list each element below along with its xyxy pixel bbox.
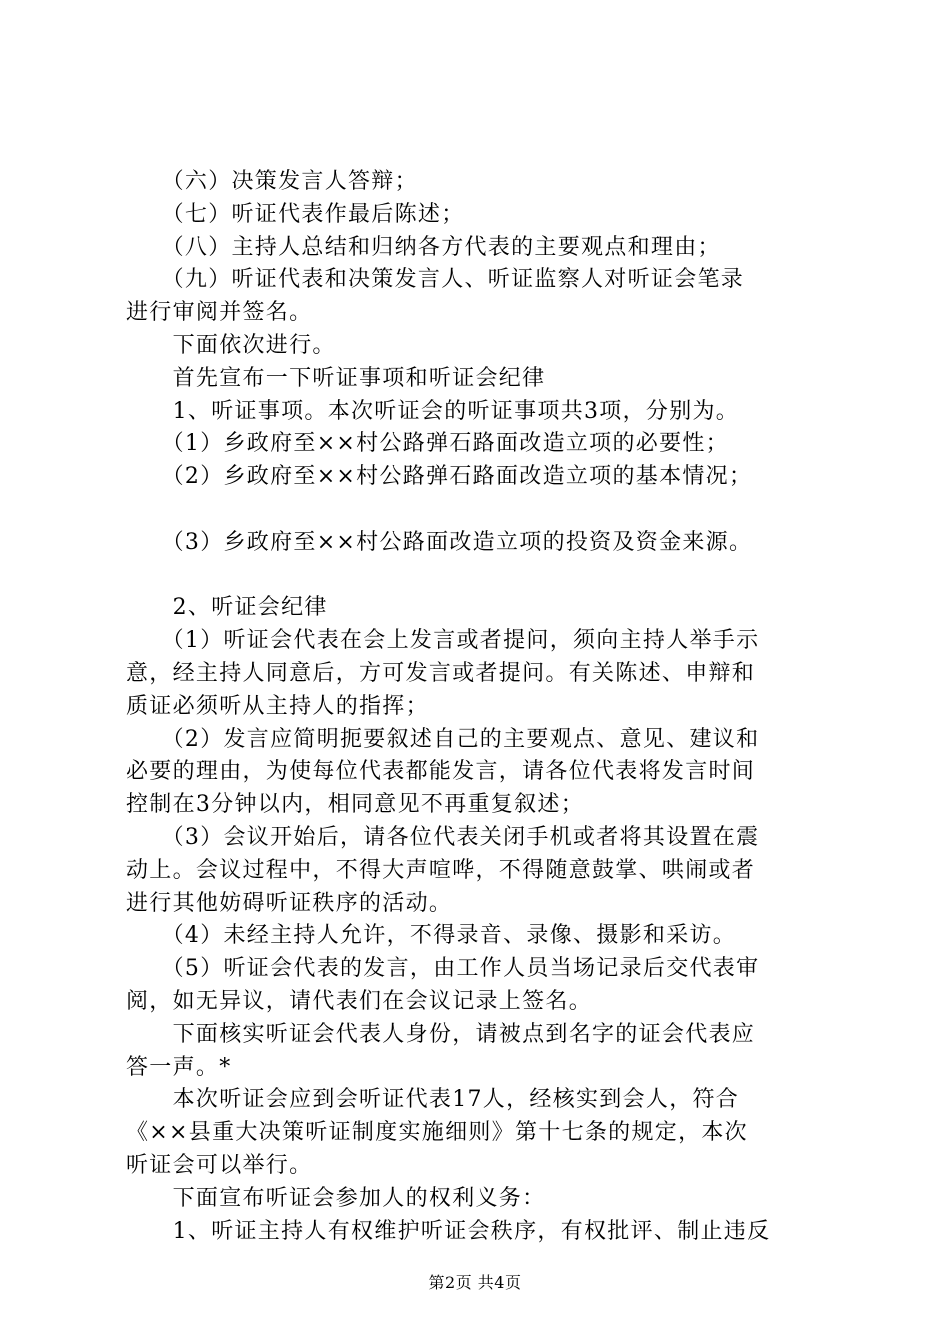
text-line: 进行审阅并签名。	[126, 300, 313, 326]
document-body	[126, 166, 832, 1248]
text-line: 《××县重大决策听证制度实施细则》第十七条的规定，本次	[126, 1120, 748, 1146]
text-line: （九）听证代表和决策发言人、听证监察人对听证会笔录	[126, 267, 745, 293]
text-line: （3）乡政府至××村公路面改造立项的投资及资金来源。	[126, 529, 753, 555]
text-line: 2、听证会纪律	[126, 595, 328, 621]
text-line: 意，经主持人同意后，方可发言或者提问。有关陈述、申辩和	[126, 660, 756, 686]
text-line: （六）决策发言人答辩；	[126, 169, 418, 194]
text-line: （1）听证会代表在会上发言或者提问，须向主持人举手示	[126, 628, 760, 654]
text-line: 动上。会议过程中，不得大声喧哗，不得随意鼓掌、哄闹或者	[126, 857, 756, 883]
text-line: 必要的理由，为使每位代表都能发言，请各位代表将发言时间	[126, 759, 756, 785]
text-line: 答一声。*	[126, 1054, 232, 1080]
text-line: 控制在3分钟以内，相同意见不再重复叙述；	[126, 792, 584, 818]
text-line: 阅，如无异议，请代表们在会议记录上签名。	[126, 988, 593, 1014]
text-line: 质证必须听从主持人的指挥；	[126, 693, 429, 719]
text-line: 下面依次进行。	[126, 332, 336, 358]
text-line: （八）主持人总结和归纳各方代表的主要观点和理由；	[126, 234, 721, 260]
text-line: 1、听证事项。本次听证会的听证事项共3项，分别为。	[126, 398, 740, 424]
blank-line	[126, 494, 832, 527]
text-line: 首先宣布一下听证事项和听证会纪律	[126, 365, 546, 391]
text-line: （5）听证会代表的发言，由工作人员当场记录后交代表审	[126, 956, 760, 982]
page-footer: 第2页 共4页	[428, 1273, 522, 1292]
text-line: （1）乡政府至××村公路弹石路面改造立项的必要性；	[126, 431, 729, 457]
text-line: 下面宣布听证会参加人的权利义务：	[126, 1185, 546, 1211]
blank-line	[126, 560, 832, 593]
text-line: 1、听证主持人有权维护听证会秩序，有权批评、制止违反	[126, 1218, 771, 1244]
text-line: 下面核实听证会代表人身份，请被点到名字的证会代表应	[126, 1021, 756, 1047]
text-line: 听证会可以举行。	[126, 1152, 313, 1178]
text-line: （3）会议开始后，请各位代表关闭手机或者将其设置在震	[126, 824, 760, 850]
text-line: （4）未经主持人允许，不得录音、录像、摄影和采访。	[126, 923, 737, 949]
text-line: （2）发言应简明扼要叙述自己的主要观点、意见、建议和	[126, 726, 760, 752]
text-line: （七）听证代表作最后陈述；	[126, 201, 465, 227]
text-line: （2）乡政府至××村公路弹石路面改造立项的基本情况；	[126, 464, 753, 490]
text-line: 进行其他妨碍听证秩序的活动。	[126, 890, 453, 916]
text-line: 本次听证会应到会听证代表17人，经核实到会人，符合	[126, 1087, 740, 1113]
